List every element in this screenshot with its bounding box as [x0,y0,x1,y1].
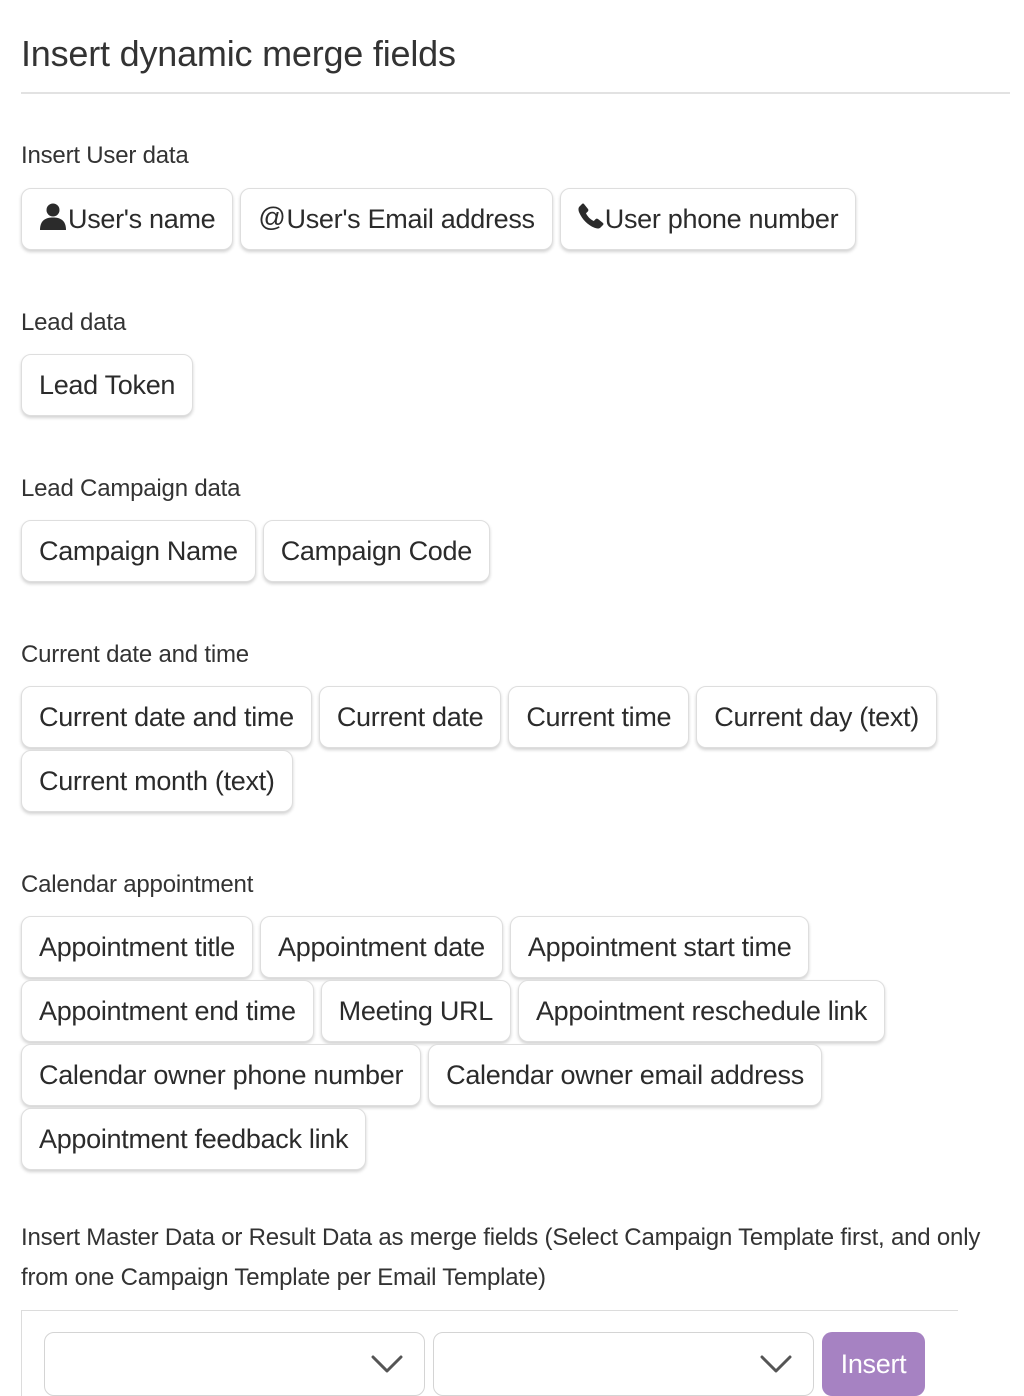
datetime-section [21,640,1010,814]
page-title: Insert dynamic merge fields [21,0,1010,94]
calendar-owner-phone-button[interactable]: Calendar owner phone number [21,1044,421,1106]
person-icon [39,202,67,230]
user-data-label: Insert User data [21,142,189,169]
calendar-buttons [21,916,1010,1172]
appointment-reschedule-link-button[interactable]: Appointment reschedule link [518,980,885,1042]
at-icon: @ [258,201,286,232]
appointment-title-button[interactable]: Appointment title [21,916,253,978]
campaign-name-button[interactable]: Campaign Name [21,520,256,582]
datetime-label: Current date and time [21,641,249,668]
lead-token-button[interactable]: Lead Token [21,354,193,416]
user-data-buttons [21,188,1010,252]
users-email-button[interactable] [240,188,552,250]
appointment-end-time-button[interactable]: Appointment end time [21,980,314,1042]
campaign-template-select[interactable] [44,1332,425,1396]
lead-data-buttons [21,354,1010,418]
users-name-label: User's name [68,203,216,234]
master-data-controls [21,1310,958,1396]
lead-data-label: Lead data [21,309,126,336]
user-data-section [21,141,1010,252]
campaign-data-label: Lead Campaign data [21,475,241,502]
phone-icon [578,203,604,229]
campaign-data-buttons [21,520,1010,584]
data-field-select[interactable] [433,1332,814,1396]
master-data-label: Insert Master Data or Result Data as merge fields (Select Campaign Template first, and only from one Campaign Template per Email Template) [21,1224,981,1291]
calendar-label: Calendar appointment [21,871,254,898]
user-phone-label: User phone number [604,203,839,234]
appointment-date-button[interactable]: Appointment date [260,916,503,978]
master-data-section [21,1218,1010,1396]
users-name-button[interactable] [21,188,233,250]
calendar-section [21,870,1010,1172]
users-email-label: User's Email address [286,203,535,234]
current-date-and-time-button[interactable]: Current date and time [21,686,312,748]
current-month-text-button[interactable]: Current month (text) [21,750,293,812]
appointment-start-time-button[interactable]: Appointment start time [510,916,810,978]
meeting-url-button[interactable]: Meeting URL [321,980,511,1042]
campaign-code-button[interactable]: Campaign Code [263,520,490,582]
chevron-down-icon [759,1353,793,1380]
campaign-data-section [21,474,1010,584]
current-time-button[interactable]: Current time [508,686,689,748]
calendar-owner-email-button[interactable]: Calendar owner email address [428,1044,822,1106]
current-date-button[interactable]: Current date [319,686,501,748]
current-day-text-button[interactable]: Current day (text) [696,686,937,748]
user-phone-button[interactable] [560,188,857,250]
datetime-buttons [21,686,1010,814]
chevron-down-icon [370,1353,404,1380]
appointment-feedback-link-button[interactable]: Appointment feedback link [21,1108,366,1170]
insert-button[interactable]: Insert [822,1332,925,1396]
lead-data-section [21,308,1010,418]
